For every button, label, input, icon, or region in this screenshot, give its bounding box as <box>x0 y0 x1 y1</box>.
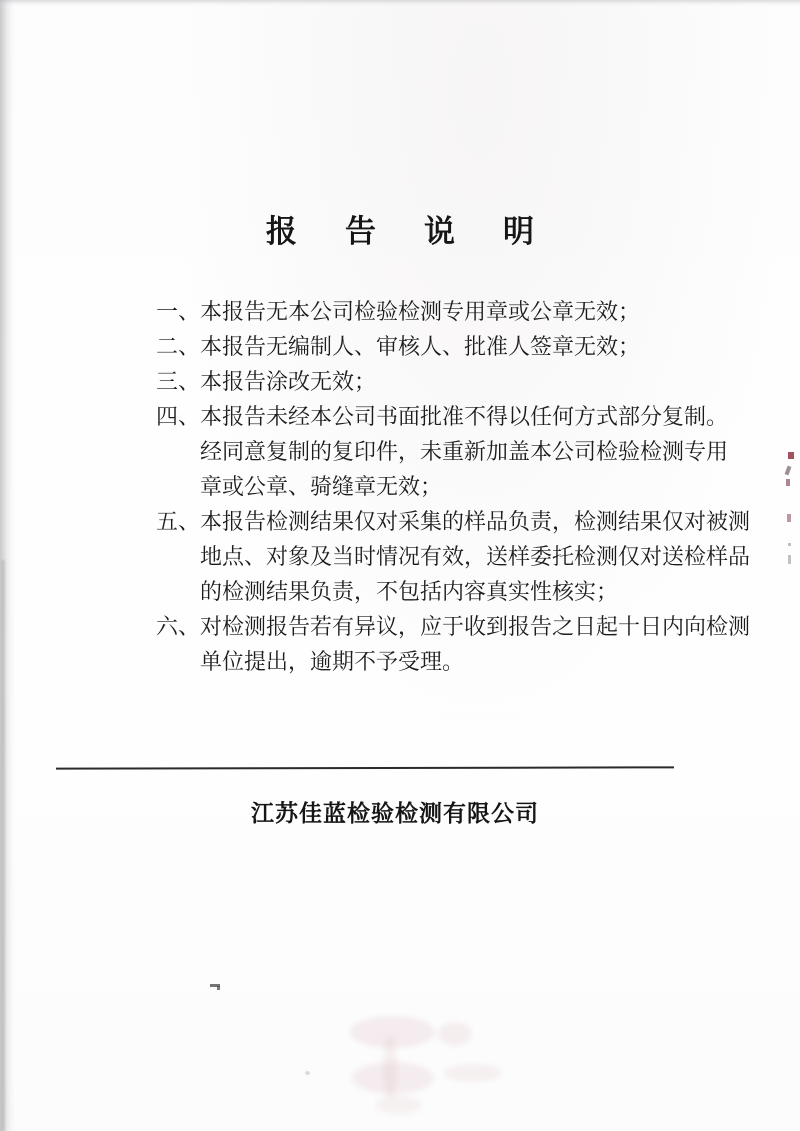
note-line: 章或公章、骑缝章无效； <box>200 474 443 499</box>
note-item <box>156 504 766 609</box>
stamp-bleed-mark <box>788 452 794 459</box>
note-item <box>156 364 766 399</box>
note-text <box>200 329 766 364</box>
note-item <box>156 294 766 329</box>
note-marker: 一、 <box>156 299 201 324</box>
page-title: 报 告 说 明 <box>265 214 555 249</box>
note-line: 本报告无编制人、审核人、批准人签章无效； <box>200 334 641 359</box>
stamp-bleed-mark <box>785 466 792 476</box>
note-marker: 四、 <box>156 404 201 429</box>
note-marker: 三、 <box>156 369 201 394</box>
note-text <box>200 364 766 399</box>
note-line: 的检测结果负责，不包括内容真实性核实； <box>200 579 619 604</box>
notes-list <box>156 294 766 679</box>
note-line: 本报告未经本公司书面批准不得以任何方式部分复制。 <box>200 404 729 429</box>
stamp-bleed-through <box>383 1036 397 1098</box>
note-marker: 五、 <box>156 509 201 534</box>
company-name: 江苏佳蓝检验检测有限公司 <box>251 801 539 826</box>
footer-divider-line <box>56 766 674 769</box>
scan-edge-shadow-top <box>0 0 800 6</box>
note-line: 地点、对象及当时情况有效，送样委托检测仅对送检样品 <box>200 544 751 569</box>
note-line: 经同意复制的复印件，未重新加盖本公司检验检测专用 <box>200 439 729 464</box>
stamp-bleed-mark <box>788 555 791 564</box>
note-item <box>156 329 766 364</box>
stamp-bleed-through <box>376 1096 422 1114</box>
scan-edge-line-left <box>1 560 5 1131</box>
stamp-bleed-mark <box>786 479 790 486</box>
stamp-bleed-mark <box>788 543 791 546</box>
note-line: 本报告无本公司检验检测专用章或公章无效； <box>200 299 641 324</box>
stamp-bleed-through <box>438 1022 472 1046</box>
note-text <box>200 504 766 609</box>
note-line: 本报告检测结果仅对采集的样品负责，检测结果仅对被测 <box>200 509 751 534</box>
note-line: 对检测报告若有异议，应于收到报告之日起十日内向检测 <box>200 614 751 639</box>
stamp-bleed-mark <box>787 514 791 522</box>
note-text <box>200 399 766 504</box>
ink-speck <box>217 986 220 990</box>
ink-speck <box>305 1071 310 1075</box>
note-item <box>156 399 766 504</box>
stamp-bleed-through <box>444 1064 502 1082</box>
note-line: 本报告涂改无效； <box>200 369 377 394</box>
note-item <box>156 609 766 679</box>
note-marker: 六、 <box>156 614 201 639</box>
note-text <box>200 609 766 679</box>
note-text <box>200 294 766 329</box>
note-line: 单位提出，逾期不予受理。 <box>200 649 465 674</box>
note-marker: 二、 <box>156 334 201 359</box>
